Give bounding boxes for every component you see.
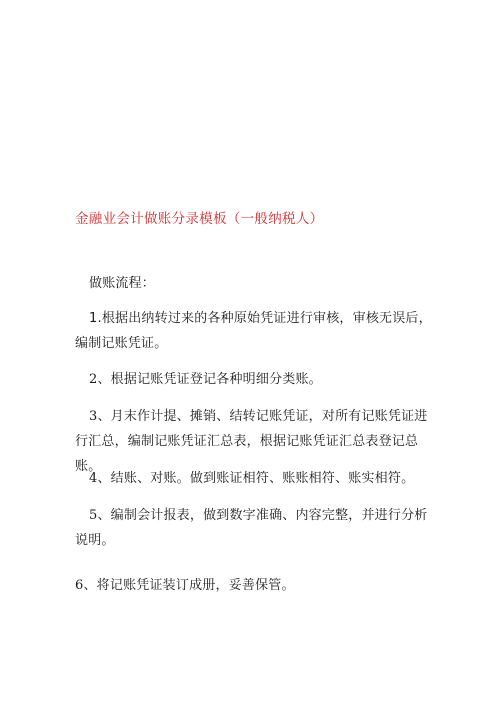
step-2 (75, 367, 440, 392)
process-heading: 做账流程： (89, 276, 156, 291)
step-5 (75, 503, 440, 553)
step-1 (75, 306, 440, 356)
step-number: 2、 (89, 372, 111, 387)
step-text: 编制会计报表，做到数字准确、内容完整，并进行分析说明。 (75, 508, 428, 548)
step-6 (75, 573, 440, 598)
step-text: 根据记账凭证登记各种明细分类账。 (110, 372, 322, 387)
step-text: 根据出纳转过来的各种原始凭证进行审核，审核无误后，编制记账凭证。 (75, 311, 432, 351)
step-number: 5、 (89, 508, 111, 523)
step-number: 6、 (75, 578, 97, 593)
document-title: 金融业会计做账分录模板（一般纳税人） (75, 211, 324, 227)
step-4 (75, 466, 440, 491)
step-number: 4、 (89, 471, 111, 486)
step-text: 结账、对账。做到账证相符、账账相符、账实相符。 (110, 471, 415, 486)
step-number: 1. (89, 311, 102, 326)
step-number: 3、 (89, 409, 111, 424)
step-text: 将记账凭证装订成册，妥善保管。 (96, 578, 295, 593)
step-text: 月末作计提、摊销、结转记账凭证，对所有记账凭证进行汇总，编制记账凭证汇总表，根据记账凭证汇总表登记总账。 (75, 409, 428, 474)
